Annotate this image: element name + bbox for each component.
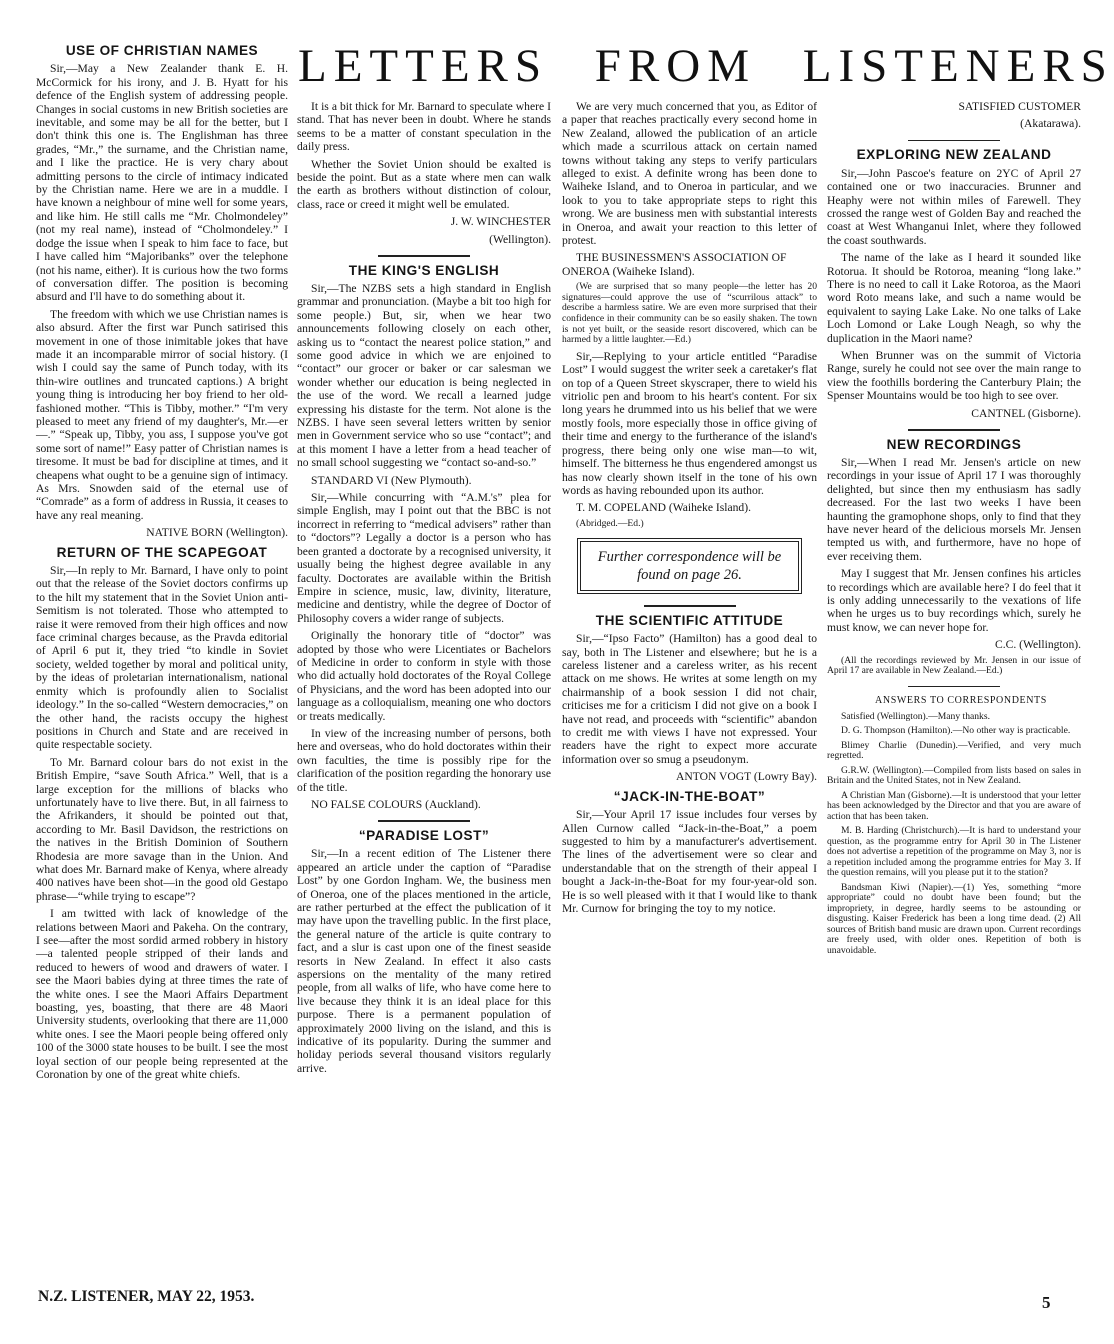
divider xyxy=(908,140,1000,142)
signature: T. M. COPELAND (Waiheke Island). xyxy=(576,501,751,515)
letter-title-scapegoat: RETURN OF THE SCAPEGOAT xyxy=(56,544,268,560)
answer-item: Bandsman Kiwi (Napier).—(1) Yes, something “more appropriate” could no doubt have been found; but the impropriety, in degree, hardly seems to be astounding or disgusting. Kaiser Frederick has been a long time dead. (2) All sources of British band music are drawn upon. Current recordings are freely used, with older ones. Repetition of both is unavoidable. xyxy=(827,881,1081,956)
paragraph: We are very much concerned that you, as Editor of a paper that reaches practically every second home in New Zealand, allowed the publication of an article which made a scurrilous attack on certain named towns without taking any steps to verify particulars alleged to exist. A definite wrong has been done to Waiheke Island, and to Oneroa in particular, and we look to you to take appropriate steps to right this wrong. We are business men with substantial interests in Oneroa, and await your reaction to this letter of protest. xyxy=(562,100,817,248)
paragraph: Sir,—While concurring with “A.M.'s” plea for simple English, may I point out that the BBC is not incorrect in referring to “medical advisers” rather than to “doctors”? Legally a doctor is a person who has been granted a doctorate by a recognised university, it usually being the highest degree available in any faculty. Doctorates are available within the British Empire in science, music, law, divinity, literature, medicine and dentistry, while the degree of Doctor of Philosophy covers a wider range of subjects. xyxy=(297,491,551,625)
column-4 xyxy=(827,100,1081,960)
signature: NATIVE BORN (Wellington). xyxy=(146,526,288,540)
signature-place: (Akatarawa). xyxy=(1020,117,1081,131)
paragraph: Sir,—Your April 17 issue includes four verses by Allen Curnow called “Jack-in-the-Boat,” a poem suggested to him by a manufacturer's advertisement. The lines of the advertisement were so clear and understandable that on the strength of their appeal I bought a Jack-in-the-Boat for my four-year-old son. He is so well pleased with it that I would like to thank Mr. Curnow for bringing the toy to my notice. xyxy=(562,808,817,915)
answer-item: G.R.W. (Wellington).—Compiled from lists based on sales in Britain and the United States, not in New Zealand. xyxy=(827,764,1081,787)
signature: THE BUSINESSMEN'S ASSOCIATION OF ONEROA (Waiheke Island). xyxy=(562,251,787,278)
letter-title-kings-english: THE KING'S ENGLISH xyxy=(348,262,500,278)
editor-note: (We are surprised that so many people—the letter has 20 signatures—could approve the use of “scurrilous attack” to describe a harmless satire. We are even more surprised that their confidence in their community can be so easily shaken. The town is not yet built, or the seaside resort discovered, which can be harmed by a little laughter.—Ed.) xyxy=(562,281,817,346)
answer-item: Blimey Charlie (Dunedin).—Verified, and very much regretted. xyxy=(827,739,1081,762)
letter-title-paradise-lost: “PARADISE LOST” xyxy=(358,827,490,843)
divider xyxy=(908,686,1000,688)
editor-note: (Abridged.—Ed.) xyxy=(576,517,644,529)
answer-item: A Christian Man (Gisborne).—It is understood that your letter has been acknowledged by the Director and that you are aware of action that has been taken. xyxy=(827,789,1081,822)
signature: C.C. (Wellington). xyxy=(994,638,1081,652)
letter-title-jack: “JACK-IN-THE-BOAT” xyxy=(613,788,766,804)
masthead: LETTERS FROM LISTENERS xyxy=(298,40,1114,92)
signature: STANDARD VI (New Plymouth). xyxy=(311,473,472,487)
paragraph: Sir,—The NZBS sets a high standard in English grammar and pronunciation. (Maybe a bit too high for some people.) But, sir, when we hear two announcements following closely on each other, asking us to “contact the nearest police station,” and some good advice in which we are enjoined to “contact” our grocer or baker or car salesman we wonder whether our education is being neglected in the use of the word. We recall a learned judge expressing his distaste for the term. Not alone is the NZBS. I have seen several letters written by senior men in Government service who so use “contact”; and at this moment I have a letter from a head teacher of no small school suggesting we “contact so-and-so.” xyxy=(297,281,551,470)
page-number: 5 xyxy=(1042,1293,1051,1312)
paragraph: Sir,—John Pascoe's feature on 2YC of April 27 contained one or two inaccuracies. Brunner and Heaphy were not within miles of Farewell. They crossed the range west of Golden Bay and reached the coast at West Whanganui Inlet, where they followed the coast southwards. xyxy=(827,166,1081,247)
paragraph: Sir,—May a New Zealander thank E. H. McCormick for his irony, and J. B. Hyatt for his defence of the English system of addressing people. Changes in social customs in new British societies are inevitable, and some may be all for the better, but I don't think this one is. The Englishman has three grades, “Mr.,” the surname, and the Christian name, and I like the practice. He is very chary about admitting persons to the circle of intimacy indicated by the Christian name. Here we are in a muddle. I have known a neighbour of mine well for some years, and like him. He still calls me “Mr. Cholmondeley” (not my real name), instead of “Cholmondeley.” I dodge the issue when I speak to him face to face, but I have called him “Majoribanks” over the telephone (not his name, either). It is curious how the two forms of conversation differ. The position is becoming absurd and I'll have to do something about it. xyxy=(36,62,288,304)
paragraph: The freedom with which we use Christian names is also absurd. After the first war Punch satirised this movement in one of those inimitable jokes that have made it an incomparable mirror of social history. (I wish I could say the same of Punch today, with its thin-wire outlines and truncated captions.) A bright young thing is introducing her boy friend to her old-fashioned mother. “This is Tibby, mother.” “I'm very pleased to meet any friend of my daughter's, Mr.—er—.” “Speak up, Tibby, you ass, I suppose you've got some sort of name!” Easy patter of Christian names is tiresome. It must be bad for discipline at times, and it cheapens what ought to be a genuine sign of intimacy. As Mrs. Snowden said of the eternal use of “Comrade” as a form of address in Russia, it ceases to have any real meaning. xyxy=(36,307,288,522)
paragraph: May I suggest that Mr. Jensen confines his articles to recordings which are available here? I do feel that it is only adding unnecessarily to the vexations of life when he urges us to buy recordings which, surely he must know, we can never hope for. xyxy=(827,567,1081,634)
column-3 xyxy=(562,100,817,919)
signature: NO FALSE COLOURS (Auckland). xyxy=(311,798,481,811)
column-1 xyxy=(36,44,288,1085)
answers-heading: ANSWERS TO CORRESPONDENTS xyxy=(875,695,1047,707)
divider xyxy=(378,820,470,822)
signature-place: (Wellington). xyxy=(489,232,551,246)
paragraph: Whether the Soviet Union should be exalted is beside the point. But as a state where men can walk the earth as brothers without distinction of colour, class, race or creed it might well be emulated. xyxy=(297,157,551,211)
paragraph: In view of the increasing number of persons, both here and overseas, who do hold doctorates within their own faculties, the time is possibly ripe for the clarification of the position regarding the honorary use of the title. xyxy=(297,726,551,794)
divider xyxy=(908,429,1000,431)
letter-title-christian-names: USE OF CHRISTIAN NAMES xyxy=(65,43,259,58)
signature: J. W. WINCHESTER xyxy=(450,215,551,229)
paragraph: Sir,—In reply to Mr. Barnard, I have only to point out that the release of the Soviet doctors confirms up to the hilt my statement that in the Soviet Union anti-Semitism is not tolerated. Those who attempted to raise it were removed from their high offices and now face criminal charges because, as the Pravda editorial of April 6 put it, they tried “to kindle in Soviet society, welded together by moral and political unity, by the ideas of proletarian internationalism, national enmity which is profoundly alien to Socialist ideology.” In the so-called “Western democracies,” on the other hand, the racists occupy the highest positions in Church and State and are received in quite respectable society. xyxy=(36,564,288,752)
paragraph: The name of the lake as I heard it sounded like Rotorua. It should be Rotoroa, meaning “long lake.” There is no need to call it Lake Rotoroa, as the Maori word Roto means lake, and such a name would be equivalent to saying Lake Lake. No one talks of Lake Loch Lomond or Lake Lough Neagh, so why the duplication in the Maori name? xyxy=(827,251,1081,345)
answer-item: M. B. Harding (Christchurch).—It is hard to understand your question, as the programme entry for April 30 in The Listener does not advertise a repetition of the programme on May 3, nor is a repetition included among the programme entries for May 3. If the question remains, will you please put it to the station? xyxy=(827,825,1081,879)
paragraph: When Brunner was on the summit of Victoria Range, surely he could not see over the main range to view the foothills bordering the Canterbury Plain; the Spenser Mountains would be too high to see over. xyxy=(827,349,1081,403)
paragraph: I am twitted with lack of knowledge of the relations between Maori and Pakeha. On the contrary, I see—after the most sordid armed robbery in history—a talented people stripped of their lands and reduced to hewers of wood and drawers of water. I see the Maori babies dying at three times the rate of the white ones. I see the Maori Affairs Department boasting, yes, boasting, that there are 48 Maori University students, overlooking that there are 11,000 white ones. I see the Maori people being offered only 100 of the 3000 state houses to be built. I see the most loyal section of our people being represented at the Coronation by one of the great white chiefs. xyxy=(36,907,288,1082)
answer-item: D. G. Thompson (Hamilton).—No other way is practicable. xyxy=(841,725,1071,737)
paragraph: Originally the honorary title of “doctor” was adopted by those who were Licentiates or Bachelors of Medicine in order to conform in style with those who did actually hold doctorates of the Royal College of Physicians, and the word has been adopted into our language as a colloquialism, meaning one who doctors or treats medically. xyxy=(297,629,551,723)
paragraph: Sir,—Replying to your article entitled “Paradise Lost” I would suggest the writer seek a caretaker's flat on top of a Queen Street skyscraper, there to wield his vitriolic pen and broom to his heart's content. For six long years he drummed into us his belief that we were mostly fools, more especially those in office giving of their time and energy to the furtherance of the island's progress, there being only one wise man—to wit, himself. The bitterness he thus engendered amongst us has now clearly shown itself in the tone of his own words as having rebounded upon its author. xyxy=(562,349,817,497)
letter-title-scientific: THE SCIENTIFIC ATTITUDE xyxy=(595,612,784,628)
further-correspondence-box: Further correspondence will be found on page 26. xyxy=(580,541,799,591)
column-2 xyxy=(297,100,551,1079)
letter-title-exploring: EXPLORING NEW ZEALAND xyxy=(856,147,1052,163)
paragraph: Sir,—When I read Mr. Jensen's article on new recordings in your issue of April 17 I was thoroughly delighted, but since then my enthusiasm has sadly decreased. For the last two weeks I have been haunting the gramophone shops, only to find that they have never heard of the delicious morsels Mr. Jensen tempted us with, and furthermore, have no hope of ever receiving them. xyxy=(827,455,1081,563)
divider xyxy=(378,255,470,257)
answer-item: Satisfied (Wellington).—Many thanks. xyxy=(841,710,990,722)
letter-title-recordings: NEW RECORDINGS xyxy=(886,436,1022,452)
paragraph: It is a bit thick for Mr. Barnard to speculate where I stand. That has never been in doubt. Where he stands seems to be a matter of constant speculation in the daily press. xyxy=(297,100,551,154)
paragraph: Sir,—In a recent edition of The Listener there appeared an article under the caption of “Paradise Lost” by one Gordon Ingham. We, the business men of Oneroa, one of the places mentioned in the article, are rather perturbed at the effect the publication of it may have upon the travelling public. In the first place, the general nature of the article is quite contrary to fact, and a slur is cast upon one of the finest seaside resorts in New Zealand. In effect it also casts aspersions on the mentality of the many retired people, from all walks of life, who have come here to live because they think it is an ideal place for this purpose. There is a permanent population of approximately 2000 living on the island, and this is indicative of its popularity. During the summer and holiday periods several thousand visitors regularly arrive. xyxy=(297,847,551,1075)
signature: SATISFIED CUSTOMER xyxy=(958,100,1081,113)
paragraph: Sir,—“Ipso Facto” (Hamilton) has a good deal to say, both in The Listener and elsewhere; but he is a careless listener and a careless writer, as his recent attack on me shows. He writes at some length on my chairmanship of a book session I did not chair, criticises me for a criticism I did not give on a book I have not read, and proceeds with “scientific” abandon to credit me with views I have not expressed. Your readers have the right to expect more accurate information over so smug a pseudonym. xyxy=(562,632,817,766)
divider xyxy=(644,605,736,607)
signature: CANTNEL (Gisborne). xyxy=(971,406,1081,420)
signature: ANTON VOGT (Lowry Bay). xyxy=(675,770,817,784)
paragraph: To Mr. Barnard colour bars do not exist in the British Empire, “save South Africa.” Well, that is a large exception for the millions of blacks who unfortunately have to live there. But, in all fairness to the Afrikanders, it should be pointed out that, according to Mr. Basil Davidson, the restrictions on the natives in the British Dominion of Southern Rhodesia are more savage than in the Union. And what does Mr. Barnard make of Kenya, where already 400 natives have been shot—in the good old Gestapo phrase—“while trying to escape”? xyxy=(36,755,288,903)
publication-footer: N.Z. LISTENER, MAY 22, 1953. xyxy=(38,1288,255,1305)
editor-note: (All the recordings reviewed by Mr. Jensen in our issue of April 17 are available in New Zealand.—Ed.) xyxy=(827,654,1081,677)
